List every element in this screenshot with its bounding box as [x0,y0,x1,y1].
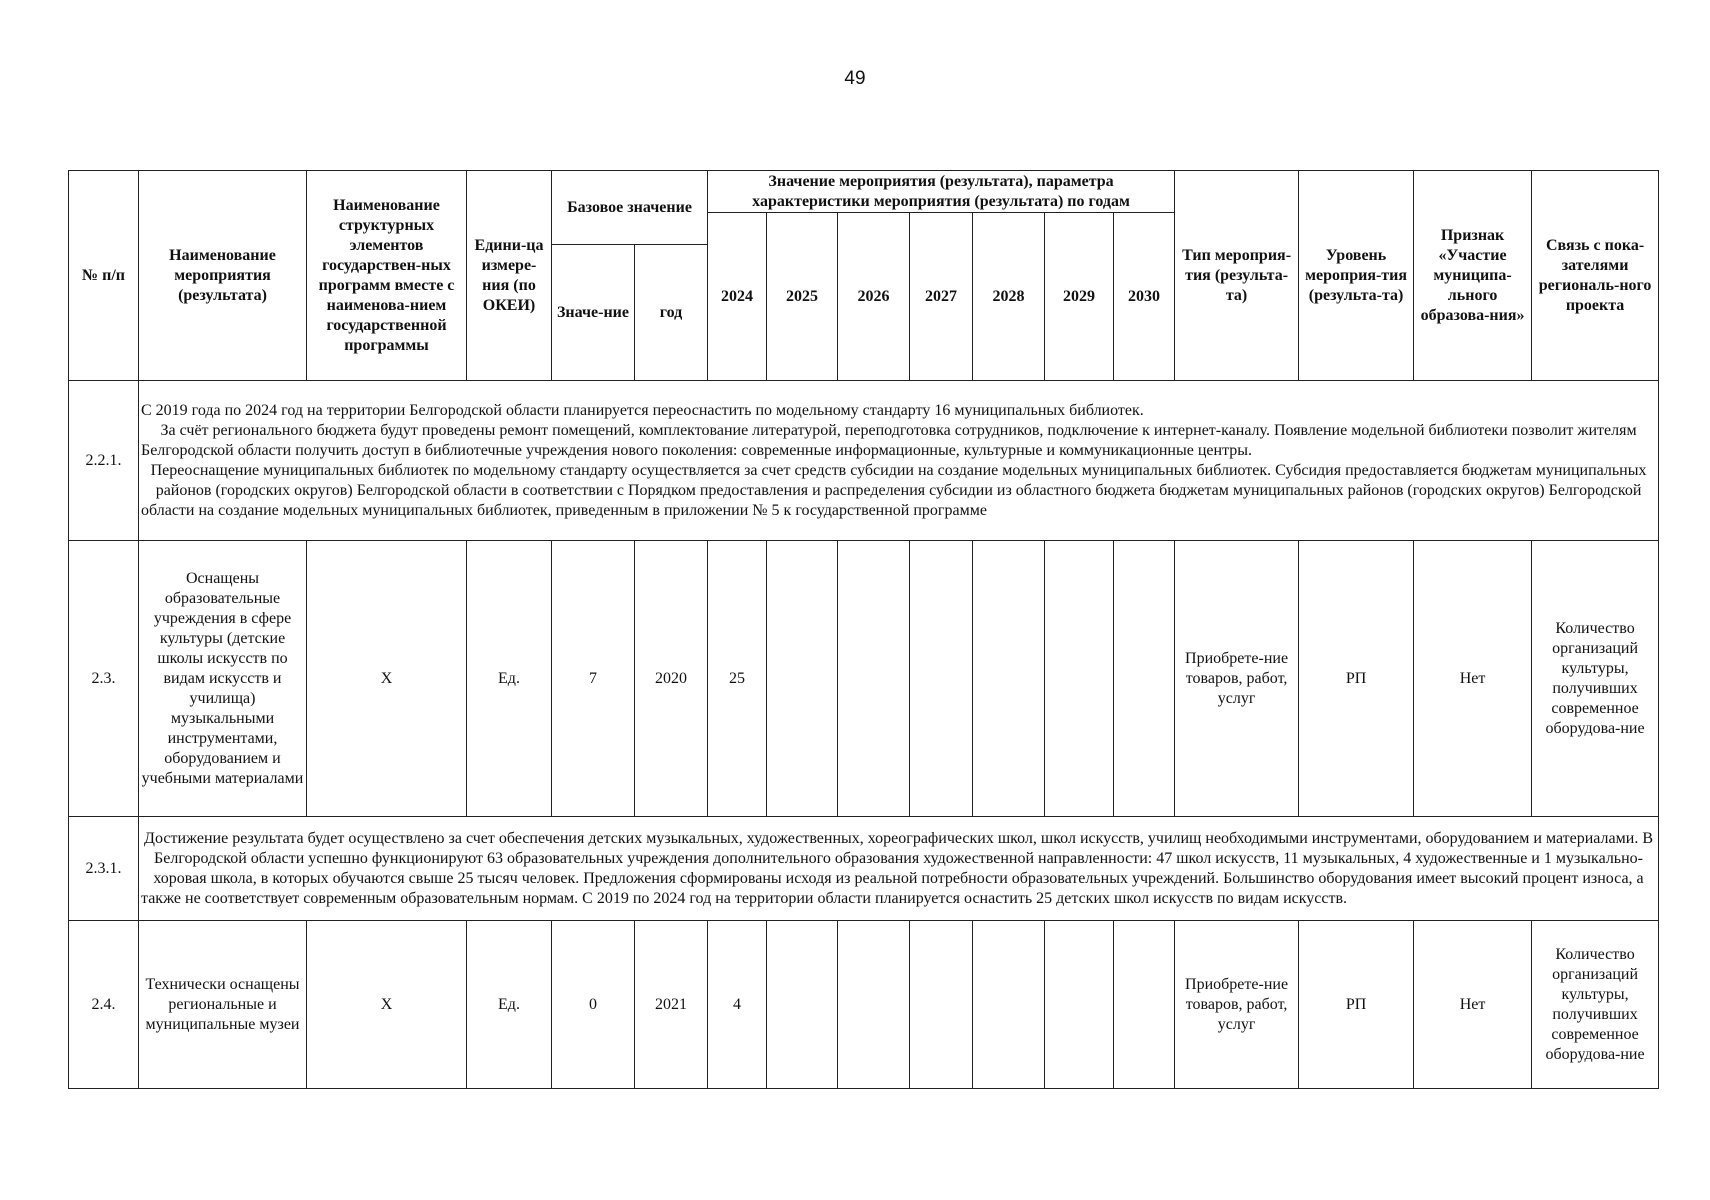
header-year-2029: 2029 [1045,213,1114,381]
municipal-participation: Нет [1414,921,1532,1089]
header-name: Наименование мероприятия (результата) [139,171,307,381]
header-structural: Наименование структурных элементов государствен-ных программ вместе с наименова-нием государственной программы [307,171,467,381]
value-2028 [973,921,1045,1089]
row-number: 2.4. [69,921,139,1089]
header-year-2024: 2024 [708,213,767,381]
header-level: Уровень мероприя-тия (результа-та) [1299,171,1414,381]
page-number: 49 [844,68,866,89]
header-unit: Едини-ца измере-ния (по ОКЕИ) [467,171,552,381]
unit: Ед. [467,541,552,817]
header-year-2027: 2027 [910,213,973,381]
structural-element: X [307,541,467,817]
activity-level: РП [1299,541,1414,817]
value-2024: 4 [708,921,767,1089]
header-year-2025: 2025 [767,213,838,381]
table-row-2-2-1 [69,381,1659,541]
row-number: 2.2.1. [69,381,139,541]
base-year: 2020 [635,541,708,817]
activity-type: Приобрете-ние товаров, работ, услуг [1175,541,1299,817]
header-year-2028: 2028 [973,213,1045,381]
header-row-1 [69,171,1659,213]
header-base-year: год [635,245,708,381]
activity-level: РП [1299,921,1414,1089]
municipal-participation: Нет [1414,541,1532,817]
header-values-group: Значение мероприятия (результата), параметра характеристики мероприятия (результата) по годам [708,171,1175,213]
value-2030 [1114,921,1175,1089]
indicator-link: Количество организаций культуры, получивших современное оборудова-ние [1532,921,1659,1089]
results-table [68,170,1659,1089]
value-2027 [910,921,973,1089]
table-row-2-3-1 [69,817,1659,921]
base-value: 0 [552,921,635,1089]
activity-name: Оснащены образовательные учреждения в сфере культуры (детские школы искусств по видам искусств и училища) музыкальными инструментами, оборудованием и учебными материалами [139,541,307,817]
description-paragraph: С 2019 года по 2024 год на территории Белгородской области планируется переоснастить по модельному стандарту 16 муниципальных библиотек. [141,401,1144,419]
table-row-2-3 [69,541,1659,817]
description-cell: Достижение результата будет осуществлено за счет обеспечения детских музыкальных, художественных, хореографических школ, школ искусств, училищ необходимыми инструментами, оборудованием и материалами. В Белгородской области успешно функционируют 63 образовательных учреждения дополнительного образования художественной направленности: 47 школ искусств, 11 музыкальных, 4 художественные и 1 музыкально-хоровая школа, в которых обучаются свыше 25 тысяч человек. Предложения сформированы исходя из реальной потребности образовательных учреждений. Большинство оборудования имеет высокий процент износа, а также не соответствует современным образовательным нормам. С 2019 по 2024 год на территории области планируется оснастить 25 детских школ искусств по видам искусств. [139,817,1659,921]
value-2030 [1114,541,1175,817]
value-2024: 25 [708,541,767,817]
row-number: 2.3.1. [69,817,139,921]
value-2029 [1045,541,1114,817]
base-year: 2021 [635,921,708,1089]
unit: Ед. [467,921,552,1089]
header-num: № п/п [69,171,139,381]
activity-name: Технически оснащены региональные и муниципальные музеи [139,921,307,1089]
header-attribute: Признак «Участие муниципа-льного образова-ния» [1414,171,1532,381]
description-paragraph: Переоснащение муниципальных библиотек по модельному стандарту осуществляется за счет средств субсидии на создание модельных муниципальных библиотек. Субсидия предоставляется бюджетам муниципальных районов (городских округов) Белгородской области в соответствии с Порядком предоставления и распределения субсидии из областного бюджета бюджетам муниципальных районов (городских округов) Белгородской области на создание модельных муниципальных библиотек, приведенным в приложении № 5 к государственной программе [141,461,1647,519]
description-paragraph: За счёт регионального бюджета будут проведены ремонт помещений, комплектование литературой, переподготовка сотрудников, подключение к интернет-каналу. Появление модельной библиотеки позволит жителям Белгородской области получить доступ в библиотечные учреждения нового поколения: современные информационные, культурные и коммуникационные центры. [141,421,1637,459]
row-number: 2.3. [69,541,139,817]
header-link: Связь с пока-зателями региональ-ного проекта [1532,171,1659,381]
value-2028 [973,541,1045,817]
header-base: Базовое значение [552,171,708,245]
header-base-value: Значе-ние [552,245,635,381]
value-2029 [1045,921,1114,1089]
value-2025 [767,541,838,817]
value-2027 [910,541,973,817]
value-2026 [838,541,910,817]
header-year-2026: 2026 [838,213,910,381]
indicator-link: Количество организаций культуры, получивших современное оборудова-ние [1532,541,1659,817]
activity-type: Приобрете-ние товаров, работ, услуг [1175,921,1299,1089]
value-2026 [838,921,910,1089]
description-cell [139,381,1659,541]
base-value: 7 [552,541,635,817]
table-row-2-4 [69,921,1659,1089]
header-type: Тип мероприя-тия (результа-та) [1175,171,1299,381]
header-year-2030: 2030 [1114,213,1175,381]
structural-element: X [307,921,467,1089]
value-2025 [767,921,838,1089]
